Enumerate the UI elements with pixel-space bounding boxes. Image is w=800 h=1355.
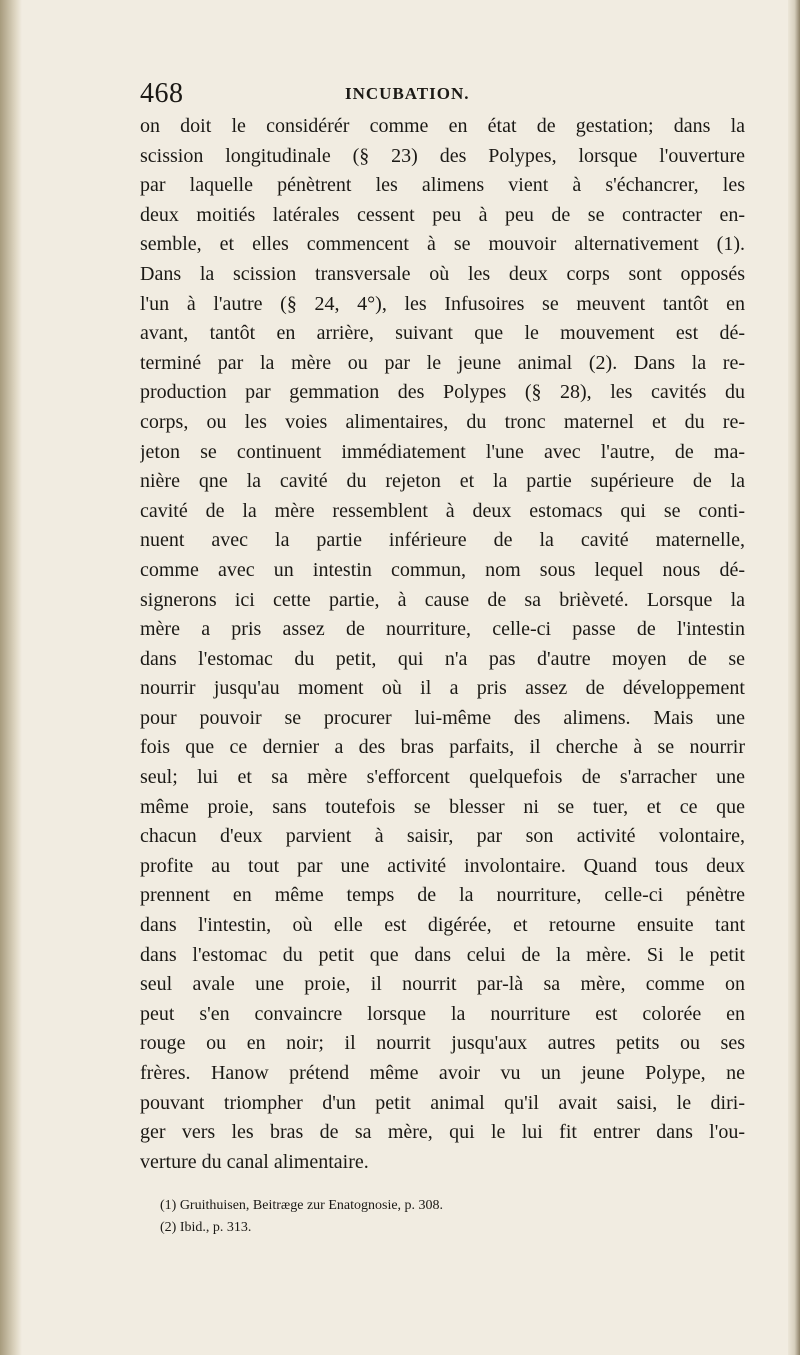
text-line: dans l'estomac du petit que dans celui de la mère. Si le petit bbox=[140, 943, 745, 966]
text-line: frères. Hanow prétend même avoir vu un jeune Polype, ne bbox=[140, 1062, 745, 1084]
text-line: nourrir jusqu'au moment où il a pris assez de développement bbox=[140, 677, 745, 700]
text-line: signerons ici cette partie, à cause de sa brièveté. Lorsque la bbox=[140, 588, 745, 611]
text-line: seul; lui et sa mère s'efforcent quelquefois de s'arracher une bbox=[140, 766, 745, 789]
text-line: l'un à l'autre (§ 24, 4°), les Infusoires se meuvent tantôt en bbox=[140, 292, 745, 315]
page-number: 468 bbox=[140, 78, 184, 109]
text-line: même proie, sans toutefois se blesser ni se tuer, et ce que bbox=[140, 795, 745, 818]
text-line: rouge ou en noir; il nourrit jusqu'aux autres petits ou ses bbox=[140, 1032, 745, 1055]
text-line: dans l'intestin, où elle est digérée, et retourne ensuite tant bbox=[140, 914, 745, 937]
text-line: pouvant triompher d'un petit animal qu'il avait saisi, le diri- bbox=[140, 1091, 745, 1114]
text-line: Dans la scission transversale où les deux corps sont opposés bbox=[140, 262, 745, 285]
text-line: mère a pris assez de nourriture, celle-ci passe de l'intestin bbox=[140, 618, 745, 641]
text-line: verture du canal alimentaire. bbox=[140, 1150, 369, 1173]
text-line: on doit le considérér comme en état de gestation; dans la bbox=[140, 115, 745, 137]
text-line: peut s'en convaincre lorsque la nourriture est colorée en bbox=[140, 1002, 745, 1025]
text-line: terminé par la mère ou par le jeune animal (2). Dans la re- bbox=[140, 351, 745, 374]
text-line: ger vers les bras de sa mère, qui le lui fit entrer dans l'ou- bbox=[140, 1121, 745, 1144]
text-line: deux moitiés latérales cessent peu à peu de se contracter en- bbox=[140, 203, 745, 226]
text-line: chacun d'eux parvient à saisir, par son activité volontaire, bbox=[140, 825, 745, 848]
footnote: (2) Ibid., p. 313. bbox=[160, 1220, 252, 1235]
text-line: par laquelle pénètrent les alimens vient à s'échancrer, les bbox=[140, 174, 745, 197]
footnotes bbox=[160, 1195, 720, 1239]
text-line: prennent en même temps de la nourriture, celle-ci pénètre bbox=[140, 884, 745, 907]
text-line: jeton se continuent immédiatement l'une avec l'autre, de ma- bbox=[140, 440, 745, 463]
text-line: fois que ce dernier a des bras parfaits, il cherche à se nourrir bbox=[140, 736, 745, 759]
running-head: INCUBATION. bbox=[345, 84, 470, 103]
text-line: corps, ou les voies alimentaires, du tronc maternel et du re- bbox=[140, 410, 745, 433]
binding-shadow bbox=[0, 0, 22, 1355]
text-line: pour pouvoir se procurer lui-même des alimens. Mais une bbox=[140, 706, 745, 729]
text-line: nuent avec la partie inférieure de la cavité maternelle, bbox=[140, 529, 745, 552]
page-edge bbox=[788, 0, 800, 1355]
text-line: avant, tantôt en arrière, suivant que le mouvement est dé- bbox=[140, 322, 745, 345]
text-line: cavité de la mère ressemblent à deux estomacs qui se conti- bbox=[140, 499, 745, 522]
page-header bbox=[140, 76, 730, 112]
text-line: comme avec un intestin commun, nom sous lequel nous dé- bbox=[140, 558, 745, 581]
text-line: profite au tout par une activité involontaire. Quand tous deux bbox=[140, 854, 745, 877]
text-line: seul avale une proie, il nourrit par-là sa mère, comme on bbox=[140, 973, 745, 996]
text-line: dans l'estomac du petit, qui n'a pas d'autre moyen de se bbox=[140, 647, 745, 670]
text-line: nière qne la cavité du rejeton et la partie supérieure de la bbox=[140, 470, 745, 493]
body-text bbox=[140, 112, 745, 1177]
text-line: scission longitudinale (§ 23) des Polypes, lorsque l'ouverture bbox=[140, 144, 745, 167]
footnote: (1) Gruithuisen, Beitræge zur Enatognosie, p. 308. bbox=[160, 1198, 444, 1213]
text-line: semble, et elles commencent à se mouvoir alternativement (1). bbox=[140, 233, 745, 256]
text-line: production par gemmation des Polypes (§ 28), les cavités du bbox=[140, 381, 745, 404]
